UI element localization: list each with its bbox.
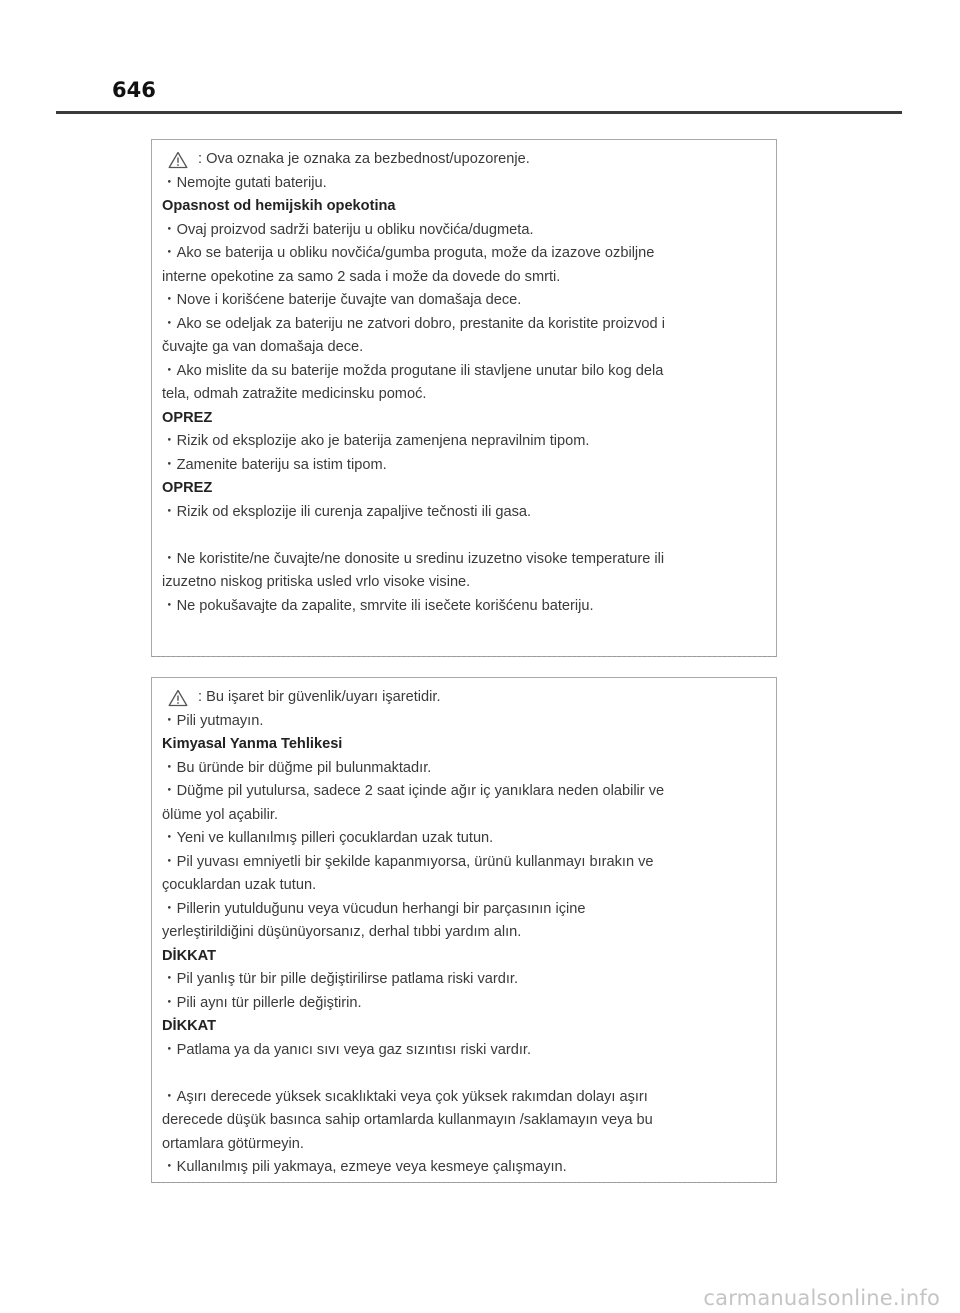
section-heading: OPREZ [162, 409, 213, 426]
header-rule [56, 111, 902, 114]
text-line: ・Nemojte gutati bateriju. [162, 174, 327, 191]
text-line: çocuklardan uzak tutun. [162, 877, 317, 893]
warning-header-turkish [162, 686, 768, 710]
text-line: izuzetno niskog pritiska usled vrlo visoke visine. [162, 574, 471, 590]
text-line: ・Ako se baterija u obliku novčića/gumba proguta, može da izazove ozbiljne [162, 245, 655, 261]
text-line: ・Ako mislite da su baterije možda progutane ili stavljene unutar bilo kog dela [162, 362, 664, 379]
text-line: ・Zamenite bateriju sa istim tipom. [162, 456, 387, 473]
section-heading: DİKKAT [162, 947, 217, 964]
text-line: ortamlara götürmeyin. [162, 1135, 304, 1152]
page-number: 646 [112, 78, 156, 102]
text-line: ・Nove i korišćene baterije čuvajte van domašaja dece. [162, 292, 522, 308]
text-line: ・Ako se odeljak za bateriju ne zatvori dobro, prestanite da koristite proizvod i [162, 315, 665, 332]
warning-lines-turkish [162, 710, 768, 1180]
text-line: yerleştirildiğini düşünüyorsanız, derhal tıbbi yardım alın. [162, 924, 522, 940]
text-line: ・Ne koristite/ne čuvajte/ne donosite u sredinu izuzetno visoke temperature ili [162, 550, 665, 567]
section-heading: Opasnost od hemijskih opekotina [162, 198, 396, 214]
text-line: ・Kullanılmış pili yakmaya, ezmeye veya kesmeye çalışmayın. [162, 1159, 567, 1175]
warning-box-turkish [151, 677, 777, 1183]
warning-triangle-icon [168, 151, 188, 169]
watermark: carmanualsonline.info [703, 1286, 940, 1310]
text-line: interne opekotine za samo 2 sada i može da dovede do smrti. [162, 268, 561, 285]
text-line: ・Pillerin yutulduğunu veya vücudun herhangi bir parçasının içine [162, 900, 586, 917]
text-line: ölüme yol açabilir. [162, 806, 278, 823]
blank-line [162, 1062, 768, 1086]
text-line: ・Bu üründe bir düğme pil bulunmaktadır. [162, 759, 432, 776]
text-line: derecede düşük basınca sahip ortamlarda kullanmayın /saklamayın veya bu [162, 1112, 653, 1128]
text-line: tela, odmah zatražite medicinsku pomoć. [162, 386, 427, 402]
text-line: ・Düğme pil yutulursa, sadece 2 saat içinde ağır iç yanıklara neden olabilir ve [162, 783, 665, 799]
warning-header-text: : Ova oznaka je oznaka za bezbednost/upozorenje. [198, 151, 530, 167]
section-heading: OPREZ [162, 480, 213, 496]
text-line: ・Patlama ya da yanıcı sıvı veya gaz sızıntısı riski vardır. [162, 1041, 532, 1058]
warning-lines-serbian [162, 172, 768, 619]
text-line: ・Rizik od eksplozije ili curenja zapaljive tečnosti ili gasa. [162, 503, 532, 520]
text-line: ・Ne pokušavajte da zapalite, smrvite ili isečete korišćenu bateriju. [162, 597, 594, 614]
text-line: ・Yeni ve kullanılmış pilleri çocuklardan uzak tutun. [162, 830, 494, 846]
text-line: čuvajte ga van domašaja dece. [162, 339, 364, 355]
warning-header-serbian [162, 148, 768, 172]
text-line: ・Pil yanlış tür bir pille değiştirilirse patlama riski vardır. [162, 971, 519, 987]
section-heading: DİKKAT [162, 1018, 217, 1034]
text-line: ・Pil yuvası emniyetli bir şekilde kapanmıyorsa, ürünü kullanmayı bırakın ve [162, 853, 654, 870]
blank-line [162, 524, 768, 548]
text-line: ・Pili yutmayın. [162, 712, 264, 729]
warning-header-text: : Bu işaret bir güvenlik/uyarı işaretidir. [198, 689, 441, 705]
warning-box-serbian [151, 139, 777, 657]
warning-triangle-icon [168, 689, 188, 707]
text-line: ・Aşırı derecede yüksek sıcaklıktaki veya çok yüksek rakımdan dolayı aşırı [162, 1088, 648, 1105]
text-line: ・Pili aynı tür pillerle değiştirin. [162, 994, 362, 1011]
text-line: ・Ovaj proizvod sadrži bateriju u obliku novčića/dugmeta. [162, 221, 534, 238]
text-line: ・Rizik od eksplozije ako je baterija zamenjena nepravilnim tipom. [162, 433, 590, 449]
section-heading: Kimyasal Yanma Tehlikesi [162, 736, 343, 752]
